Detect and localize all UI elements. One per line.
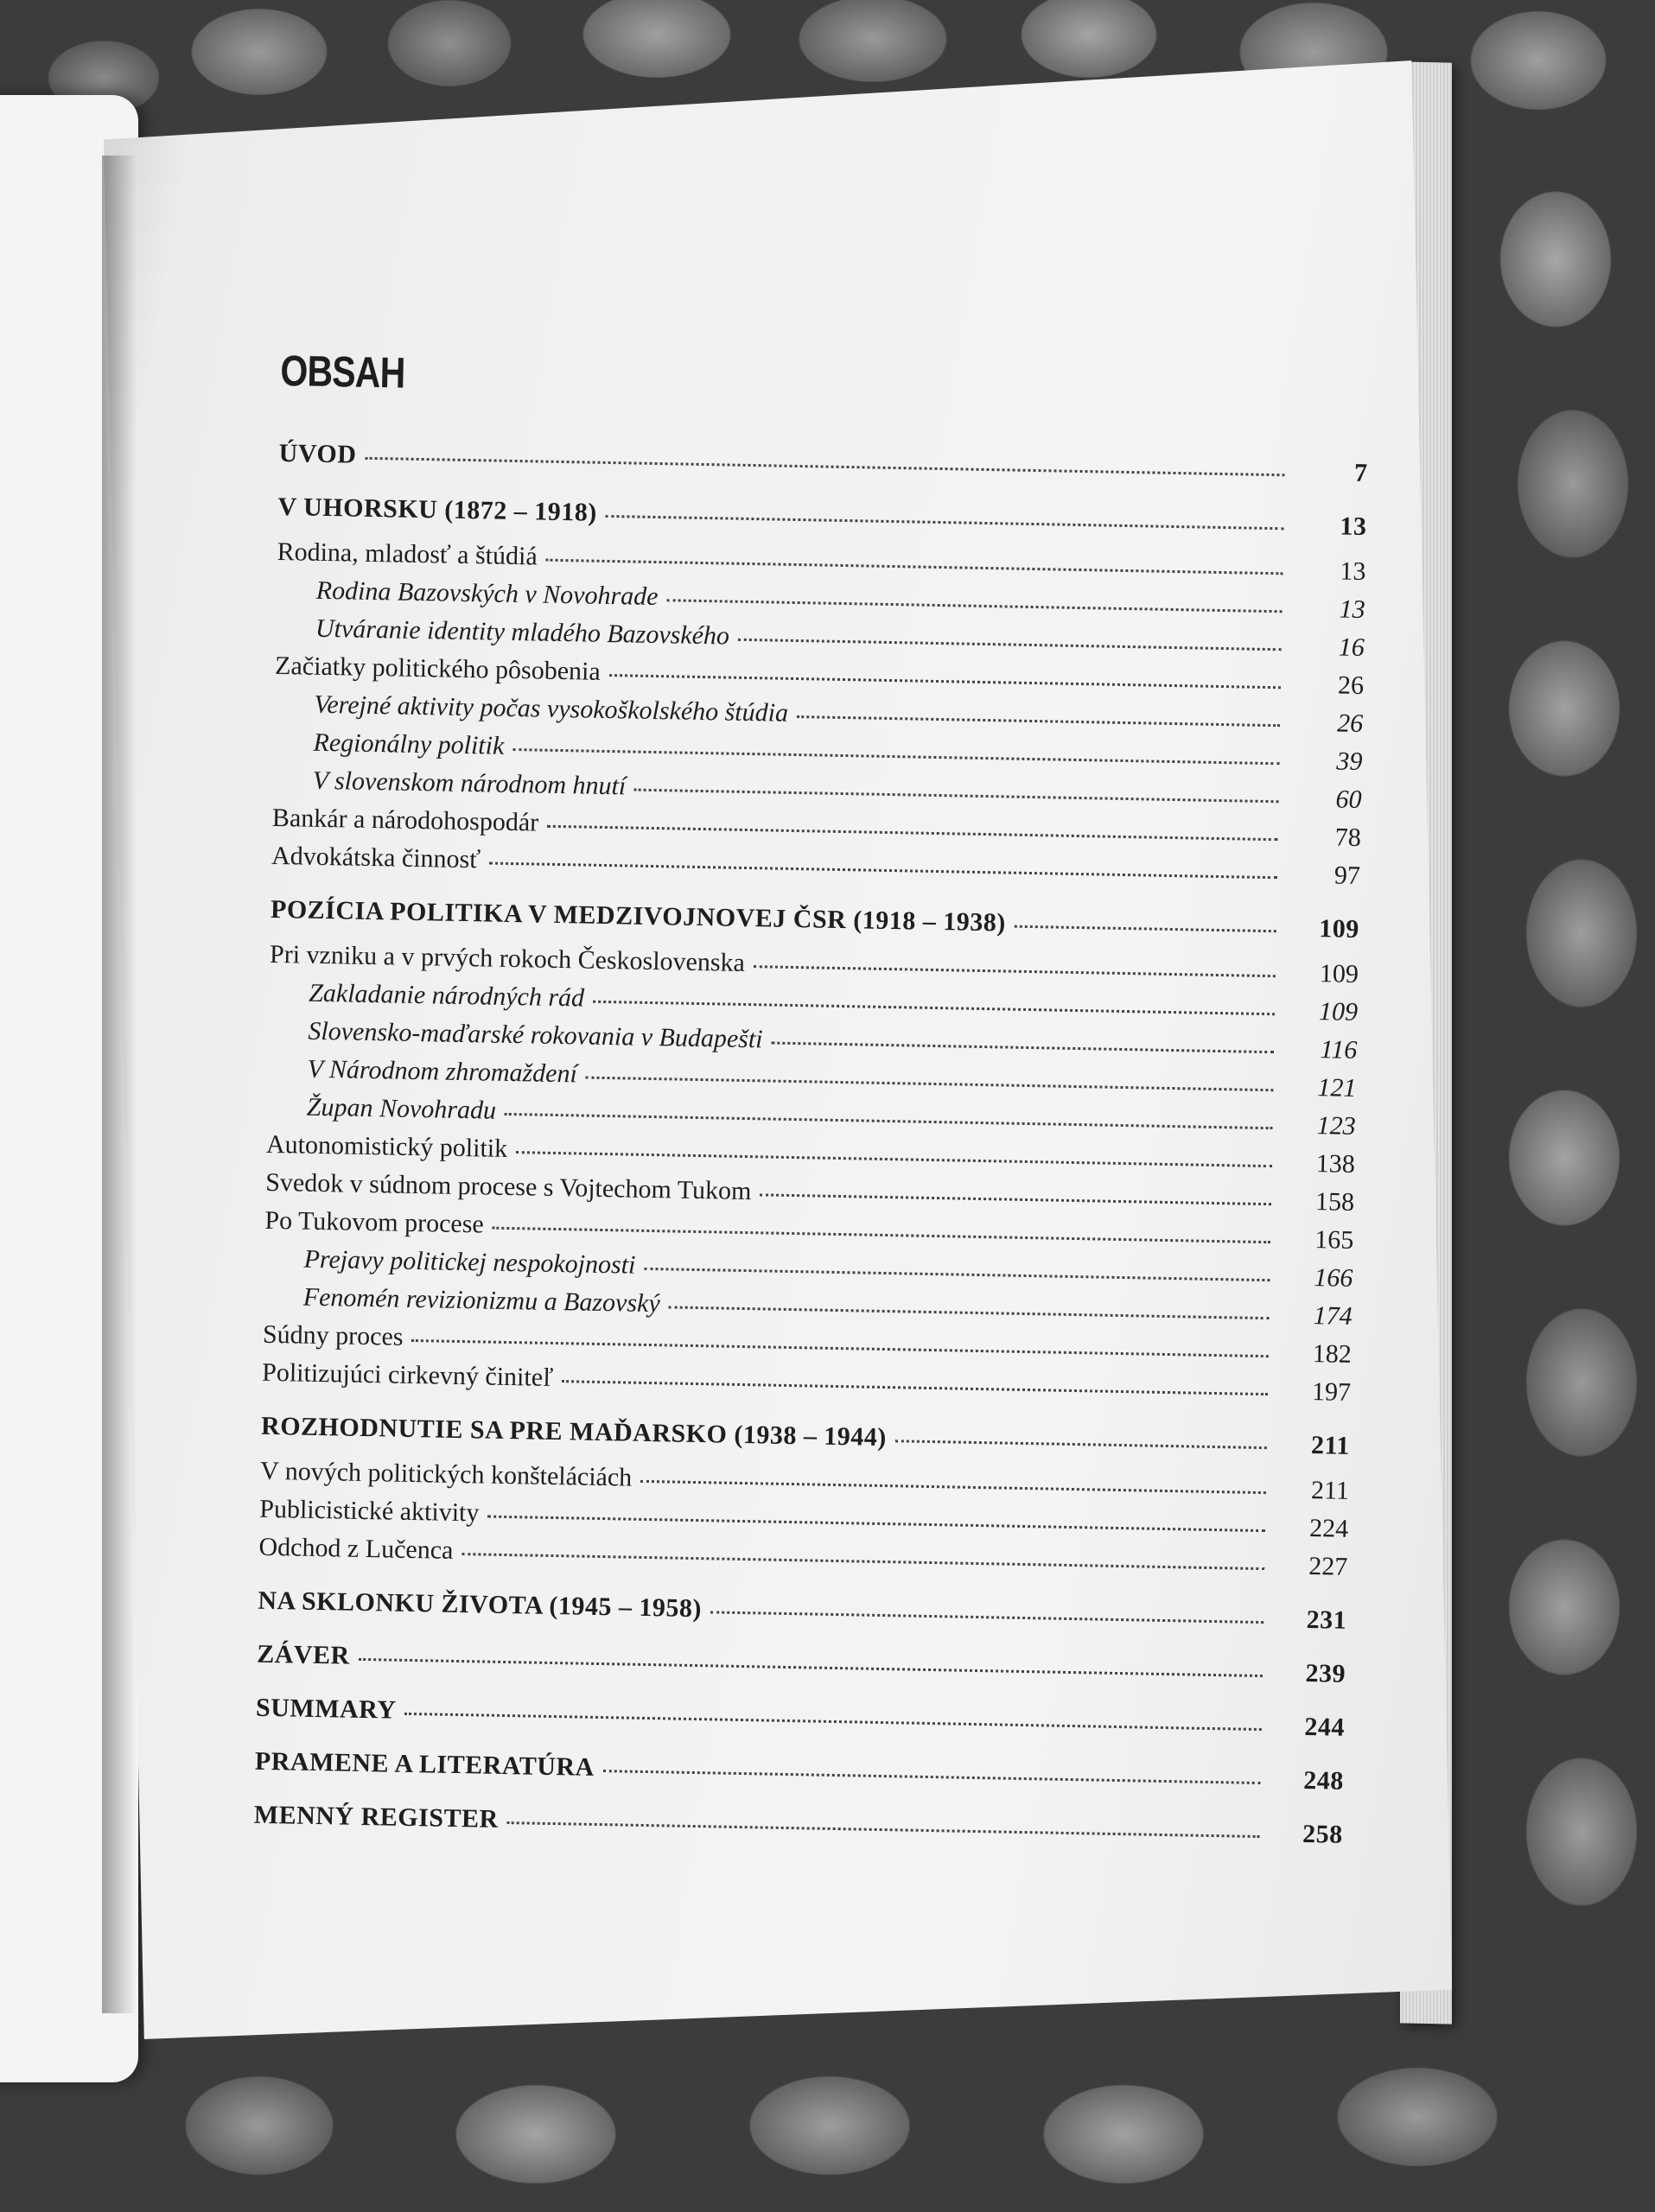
toc-entry-page: 121: [1317, 1073, 1357, 1103]
toc-entry-label: V Národnom zhromaždení: [307, 1054, 578, 1089]
dot-leader: [562, 1380, 1268, 1395]
toc-entry: [256, 1689, 1346, 1747]
toc-entry-page: 224: [1308, 1514, 1349, 1543]
dot-leader: [365, 457, 1284, 477]
dot-leader: [359, 1658, 1263, 1677]
toc-entry-page: 13: [1340, 556, 1366, 587]
dot-leader: [516, 1151, 1272, 1167]
dot-leader: [609, 674, 1281, 689]
toc-entry-label: Začiatky politického pôsobenia: [274, 651, 602, 686]
toc-entry-page: 26: [1337, 671, 1365, 701]
table-of-contents: [253, 346, 1370, 1861]
toc-entry-label: POZÍCIA POLITIKA V MEDZIVOJNOVEJ ČSR (1918 – 1938): [270, 894, 1007, 938]
toc-entry-label: V nových politických konšteláciách: [259, 1456, 633, 1492]
dot-leader: [754, 965, 1276, 977]
dot-leader: [507, 1821, 1260, 1838]
dot-leader: [512, 748, 1279, 765]
toc-entry-label: Odchod z Lučenca: [258, 1532, 454, 1565]
toc-entry-label: ROZHODNUTIE SA PRE MAĎARSKO (1938 – 1944): [260, 1411, 888, 1452]
toc-entry-page: 78: [1334, 823, 1362, 852]
toc-entry-page: 16: [1338, 632, 1365, 663]
dot-leader: [404, 1713, 1261, 1731]
dot-leader: [738, 639, 1282, 652]
toc-entry-label: Župan Novohradu: [306, 1092, 497, 1125]
toc-entry-page: 231: [1306, 1605, 1347, 1635]
toc-entry-label: Svedok v súdnom procese s Vojtechom Tukom: [264, 1167, 752, 1206]
toc-entry-label: Bankár a národohospodár: [271, 803, 539, 837]
toc-entry-page: 39: [1336, 747, 1363, 777]
page-gutter-shadow: [102, 156, 137, 2013]
toc-entry-label: Regionálny politik: [313, 728, 505, 760]
toc-entry-label: Verejné aktivity počas vysokoškolského štúdia: [314, 690, 789, 728]
toc-entry: [255, 1743, 1345, 1801]
toc-entry-page: 197: [1311, 1377, 1352, 1407]
toc-title: OBSAH: [279, 346, 405, 397]
toc-entry-label: Súdny proces: [262, 1319, 404, 1351]
toc-entry-page: 227: [1308, 1552, 1348, 1581]
toc-entry: [278, 435, 1368, 493]
toc-entry-label: Autonomistický politik: [265, 1129, 508, 1163]
toc-entry-page: 123: [1316, 1111, 1356, 1141]
toc-entry-page: 109: [1319, 914, 1360, 944]
toc-entry-page: 211: [1310, 1431, 1351, 1460]
dot-leader: [603, 1770, 1261, 1784]
toc-entry-page: 248: [1302, 1765, 1345, 1796]
dot-leader: [411, 1339, 1268, 1357]
toc-entry-page: 211: [1310, 1476, 1350, 1505]
toc-list: [253, 435, 1367, 1854]
toc-entry-label: PRAMENE A LITERATÚRA: [254, 1746, 595, 1782]
toc-entry-page: 174: [1313, 1301, 1353, 1331]
dot-leader: [666, 599, 1282, 613]
toc-entry-page: 60: [1335, 785, 1362, 815]
dot-leader: [760, 1193, 1271, 1205]
toc-entry-label: Advokátska činnosť: [271, 841, 481, 874]
toc-entry-page: 138: [1315, 1149, 1356, 1179]
dot-leader: [640, 1480, 1266, 1494]
toc-entry-page: 13: [1340, 512, 1367, 542]
dot-leader: [489, 862, 1277, 880]
toc-entry-label: Rodina Bazovských v Novohrade: [315, 575, 659, 612]
toc-entry-label: V UHORSKU (1872 – 1918): [277, 492, 598, 527]
toc-entry-label: Slovensko-maďarské rokovania v Budapešti: [308, 1016, 763, 1054]
toc-entry-label: Zakladanie národných rád: [308, 978, 585, 1013]
toc-entry-page: 97: [1334, 861, 1361, 890]
toc-entry-page: 13: [1339, 594, 1365, 625]
toc-entry: [257, 1636, 1346, 1694]
toc-entry-label: Po Tukovom procese: [264, 1205, 485, 1239]
toc-entry-page: 7: [1353, 458, 1368, 488]
toc-entry-page: 165: [1314, 1225, 1354, 1255]
dot-leader: [895, 1440, 1267, 1449]
toc-entry-page: 258: [1302, 1819, 1343, 1849]
toc-entry-label: Pri vzniku a v prvých rokoch Československa: [269, 939, 746, 977]
toc-entry-label: Rodina, mladosť a štúdiá: [277, 537, 538, 571]
toc-entry-page: 166: [1314, 1263, 1353, 1293]
toc-entry-label: ÚVOD: [278, 438, 357, 469]
dot-leader: [644, 1268, 1270, 1281]
dot-leader: [669, 1306, 1270, 1319]
dot-leader: [586, 1077, 1274, 1092]
toc-entry-page: 239: [1305, 1658, 1346, 1688]
toc-entry-page: 26: [1336, 709, 1364, 739]
toc-entry: [258, 1582, 1347, 1640]
toc-entry-page: 109: [1319, 959, 1359, 988]
toc-entry-page: 182: [1312, 1339, 1353, 1369]
toc-entry-label: NA SKLONKU ŽIVOTA (1945 – 1958): [258, 1586, 703, 1624]
dot-leader: [547, 825, 1278, 841]
dot-leader: [797, 715, 1280, 727]
toc-entry-label: SUMMARY: [255, 1693, 397, 1725]
toc-entry-label: Utváranie identity mladého Bazovského: [315, 613, 730, 651]
toc-entry-label: ZÁVER: [256, 1639, 351, 1670]
dot-leader: [771, 1042, 1274, 1054]
dot-leader: [487, 1516, 1265, 1532]
dot-leader: [710, 1611, 1264, 1624]
dot-leader: [634, 789, 1278, 804]
toc-entry-page: 244: [1304, 1712, 1346, 1742]
dot-leader: [493, 1227, 1271, 1244]
toc-entry-label: Fenomén revizionizmu a Bazovský: [302, 1282, 661, 1319]
toc-entry-label: MENNÝ REGISTER: [253, 1800, 499, 1834]
toc-entry-label: Prejavy politickej nespokojnosti: [303, 1244, 636, 1280]
dot-leader: [606, 515, 1284, 530]
toc-entry-label: Politizujúci cirkevný činiteľ: [261, 1357, 554, 1392]
toc-entry-label: Publicistické aktivity: [259, 1494, 480, 1528]
dot-leader: [593, 1001, 1275, 1015]
dot-leader: [546, 559, 1283, 575]
toc-entry-page: 116: [1320, 1035, 1358, 1065]
dot-leader: [461, 1553, 1264, 1570]
toc-entry-page: 109: [1318, 997, 1359, 1027]
toc-entry-label: V slovenskom národnom hnutí: [312, 766, 627, 801]
toc-entry-page: 158: [1314, 1187, 1355, 1217]
dot-leader: [505, 1113, 1273, 1129]
dot-leader: [1015, 925, 1276, 933]
